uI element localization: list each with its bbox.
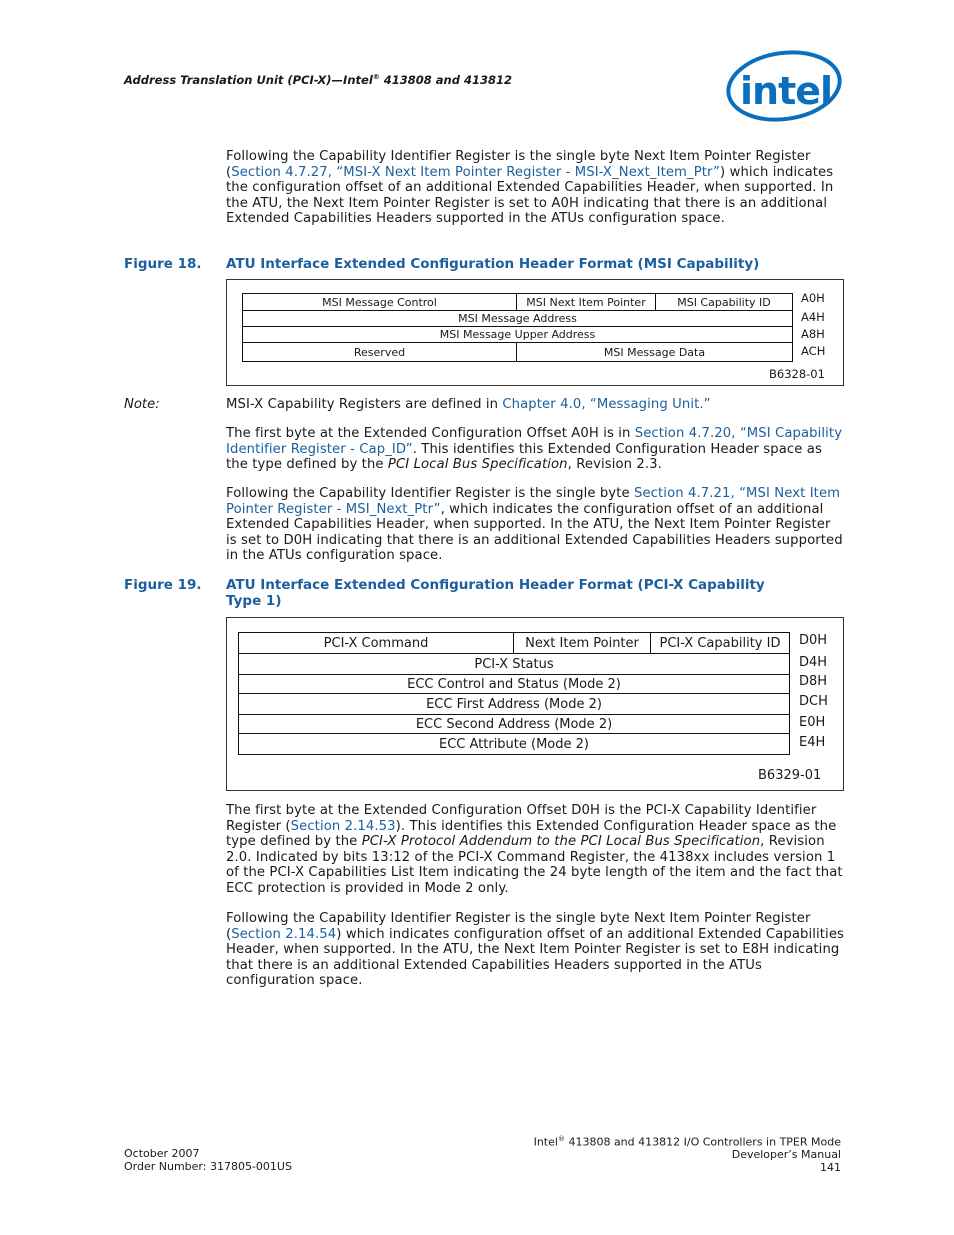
figure-18-number: Figure 18.	[124, 256, 202, 272]
intro-paragraph	[226, 149, 844, 227]
note-text-a: MSI-X Capability Registers are defined in	[226, 397, 503, 412]
register-cell: MSI Message Data	[516, 342, 793, 362]
para4-spec-name: PCI-X Protocol Addendum to the PCI Local Bus Specification	[361, 834, 761, 850]
para3-text-b: , which indicates the configuration offset of an additional Extended Capabilities Header, when supported. In the ATU, the Next Item Pointer Register is set to D0H indicating that there is an additional Extended Capabilities Headers supported in the ATUs configuration space.	[226, 501, 843, 564]
figure-18-title: ATU Interface Extended Configuration Header Format (MSI Capability)	[226, 256, 760, 272]
note-text	[226, 397, 844, 413]
offset-label: A0H	[801, 291, 825, 305]
offset-label: D0H	[799, 633, 828, 648]
footer-left	[124, 1148, 292, 1173]
footer-doc-title-b: 413808 and 413812 I/O Controllers in TPER Mode	[564, 1135, 841, 1149]
section-link-4-7-20[interactable]: Section 4.7.20, “MSI Capability Identifier Register - Cap_ID”	[226, 426, 843, 457]
chapter-link-4-0[interactable]: Chapter 4.0, “Messaging Unit.”	[502, 397, 711, 412]
register-cell: MSI Message Upper Address	[242, 326, 793, 343]
para4-text-b: ). This identifies this Extended Configuration Header space as the type defined by the	[226, 818, 837, 850]
register-cell: MSI Message Address	[242, 310, 793, 327]
register-cell: MSI Capability ID	[655, 293, 793, 311]
offset-label: D8H	[799, 674, 828, 689]
header-registered-mark: ®	[372, 73, 380, 82]
logo-wordmark: intel	[740, 69, 833, 113]
offset-label: DCH	[799, 694, 828, 709]
figure-18-diagram	[226, 279, 844, 386]
register-cell: ECC Second Address (Mode 2)	[238, 714, 790, 734]
register-cell: MSI Message Control	[242, 293, 517, 311]
para1-text-a: Following the Capability Identifier Register is the single byte Next Item Pointer Register (	[226, 149, 811, 180]
register-cell: MSI Next Item Pointer	[516, 293, 656, 311]
section-link-2-14-53[interactable]: Section 2.14.53	[290, 818, 396, 834]
pcix-register-map	[238, 632, 790, 757]
footer-order-number: Order Number: 317805-001US	[124, 1159, 292, 1173]
footer-manual-name: Developer’s Manual	[731, 1148, 841, 1162]
intel-logo	[724, 48, 844, 128]
figure-19-id: B6329-01	[758, 768, 822, 783]
register-cell: ECC Control and Status (Mode 2)	[238, 674, 790, 694]
para2-text-b: . This identifies this Extended Configuration Header space as the type defined by the	[226, 441, 822, 473]
register-cell: PCI-X Capability ID	[650, 632, 790, 654]
register-cell: PCI-X Command	[238, 632, 514, 654]
register-cell: Next Item Pointer	[513, 632, 651, 654]
para4-text-c: , Revision 2.0. Indicated by bits 13:12 of the PCI-X Command Register, the 4138xx includes version 1 of the PCI-X Capabilities List Item indicating the 24 byte length of the item and the fact that ECC protection is provided in Mode 2 only.	[226, 834, 843, 896]
msi-register-map	[242, 293, 793, 363]
para1-text-b: ) which indicates the configuration offset of an additional Extended Capabilities Header, when supported. In the ATU, the Next Item Pointer Register is set to A0H indicating that there is an additional Extended Capabilities Headers supported in the ATUs configuration space.	[226, 164, 834, 227]
footer-date: October 2007	[124, 1147, 200, 1160]
para3-text-a: Following the Capability Identifier Register is the single byte	[226, 486, 634, 501]
para5-text-b: ) which indicates configuration offset of an additional Extended Capabilities Header, when supported. In the ATU, the Next Item Pointer Register is set to E8H indicating that there is an additional Extended Capabilities Headers supported in the ATUs configuration space.	[226, 926, 844, 989]
figure-19-title: ATU Interface Extended Configuration Header Format (PCI-X Capability Type 1)	[226, 577, 765, 609]
para2-text-a: The first byte at the Extended Configuration Offset A0H is in	[226, 426, 635, 441]
section-link-4-7-27[interactable]: Section 4.7.27, “MSI-X Next Item Pointer Register - MSI-X_Next_Item_Ptr”	[231, 164, 721, 180]
offset-label: D4H	[799, 655, 828, 670]
figure-19-caption	[124, 577, 824, 611]
pcix-next-ptr-paragraph	[226, 911, 844, 989]
register-cell: PCI-X Status	[238, 653, 790, 675]
footer-doc-title-a: Intel	[533, 1135, 558, 1149]
footer-right	[534, 1133, 841, 1174]
cap-id-paragraph	[226, 426, 844, 473]
figure-19-diagram	[226, 617, 844, 791]
header-title-b: 413808 and 413812	[379, 73, 512, 87]
offset-label: A4H	[801, 310, 825, 324]
section-link-2-14-54[interactable]: Section 2.14.54	[231, 926, 337, 942]
note-label: Note:	[124, 397, 160, 412]
page-number: 141	[820, 1160, 841, 1174]
para2-text-c: , Revision 2.3.	[567, 457, 662, 473]
offset-label: ACH	[801, 344, 826, 358]
figure-19-number: Figure 19.	[124, 577, 202, 593]
offset-label: E0H	[799, 715, 826, 730]
pcix-cap-paragraph	[226, 803, 844, 897]
figure-18-id: B6328-01	[769, 367, 825, 381]
section-link-4-7-21[interactable]: Section 4.7.21, “MSI Next Item Pointer Register - MSI_Next_Ptr”	[226, 486, 841, 517]
para4-text-a: The first byte at the Extended Configuration Offset D0H is the PCI-X Capability Identifier Register (	[226, 803, 817, 834]
para5-text-a: Following the Capability Identifier Register is the single byte Next Item Pointer Register (	[226, 911, 811, 942]
footer-registered-mark: ®	[557, 1135, 565, 1143]
offset-label: E4H	[799, 735, 826, 750]
next-ptr-paragraph	[226, 486, 844, 564]
header-title-a: Address Translation Unit (PCI-X)—Intel	[124, 73, 373, 87]
offset-label: A8H	[801, 327, 825, 341]
para2-spec-name: PCI Local Bus Specification	[387, 457, 568, 473]
register-cell: ECC First Address (Mode 2)	[238, 693, 790, 715]
running-header	[124, 73, 512, 87]
register-cell: ECC Attribute (Mode 2)	[238, 733, 790, 755]
figure-18-caption	[124, 256, 824, 274]
register-cell: Reserved	[242, 342, 517, 362]
